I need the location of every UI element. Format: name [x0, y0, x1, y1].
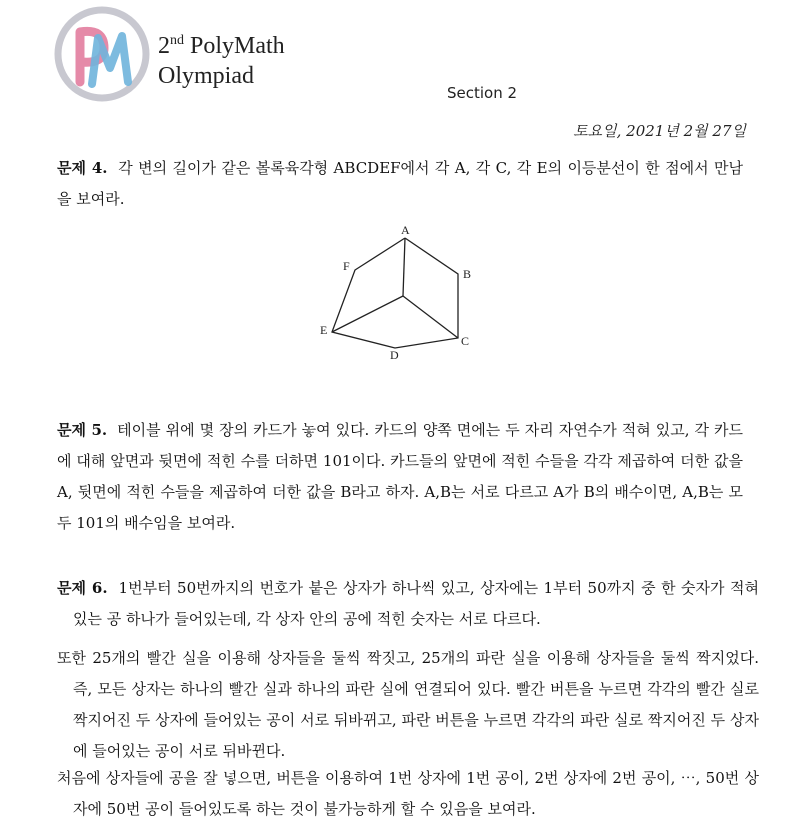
problem-5-label: 문제 5.: [57, 421, 108, 439]
title-ordinal-suffix: nd: [170, 33, 184, 48]
title-name: PolyMath: [184, 33, 285, 59]
vertex-label-b: B: [463, 267, 472, 281]
title-ordinal: 2: [158, 33, 170, 59]
polymath-logo: [52, 6, 152, 102]
olympiad-title-line2: Olympiad: [158, 63, 254, 89]
bisector-a: [403, 238, 405, 296]
exam-date: 토요일, 2021년 2월 27일: [573, 122, 746, 140]
problem-5-text: 테이블 위에 몇 장의 카드가 놓여 있다. 카드의 양쪽 면에는 두 자리 자연수가 적혀 있고, 각 카드에 대해 앞면과 뒷면에 적힌 수를 더하면 101이다. 카드들의 앞면에 적힌 수들을 각각 제곱하여 더한 값을 A, 뒷면에 적힌 수들을 제곱하여 더한 값을 B라고 하자. A,B는 서로 다르고 A가 B의 배수이면, A,B는 모두 101의 배수임을 보여라.: [57, 421, 743, 532]
olympiad-title: [158, 26, 285, 91]
problem-4: [57, 153, 743, 215]
hexagon-figure: [310, 222, 490, 362]
problem-6: [57, 573, 759, 635]
logo-m-stroke: [92, 36, 128, 84]
problem-5: [57, 415, 743, 539]
bisector-c: [403, 296, 458, 338]
problem-6-text: 1번부터 50번까지의 번호가 붙은 상자가 하나씩 있고, 상자에는 1부터 50까지 중 한 숫자가 적혀 있는 공 하나가 들어있는데, 각 상자 안의 공에 적힌 숫자는 서로 다르다.: [73, 579, 759, 628]
vertex-label-f: F: [343, 259, 350, 273]
section-label: Section 2: [447, 84, 518, 102]
bisector-e: [332, 296, 403, 332]
problem-4-text: 각 변의 길이가 같은 볼록육각형 ABCDEF에서 각 A, 각 C, 각 E의 이등분선이 한 점에서 만남을 보여라.: [57, 159, 743, 208]
problem-6-paragraph-3: 처음에 상자들에 공을 잘 넣으면, 버튼을 이용하여 1번 상자에 1번 공이, 2번 상자에 2번 공이, ⋯, 50번 상자에 50번 공이 들어있도록 하는 것이 불가능하게 할 수 있음을 보여라.: [57, 769, 759, 818]
vertex-label-e: E: [320, 323, 328, 337]
problem-6-paragraph-2: 또한 25개의 빨간 실을 이용해 상자들을 둘씩 짝짓고, 25개의 파란 실을 이용해 상자들을 둘씩 짝지었다. 즉, 모든 상자는 하나의 빨간 실과 하나의 파란 실에 연결되어 있다. 빨간 버튼을 누르면 각각의 빨간 실로 짝지어진 두 상자에 들어있는 공이 서로 뒤바뀌고, 파란 버튼을 누르면 각각의 파란 실로 짝지어진 두 상자에 들어있는 공이 서로 뒤바뀐다.: [57, 649, 759, 760]
vertex-label-c: C: [461, 334, 470, 348]
vertex-label-d: D: [390, 348, 399, 362]
hexagon-outline: [332, 238, 458, 348]
olympiad-title-line1: [158, 26, 285, 61]
problem-6-label: 문제 6.: [57, 579, 108, 597]
vertex-label-a: A: [401, 223, 410, 237]
problem-4-label: 문제 4.: [57, 159, 108, 177]
